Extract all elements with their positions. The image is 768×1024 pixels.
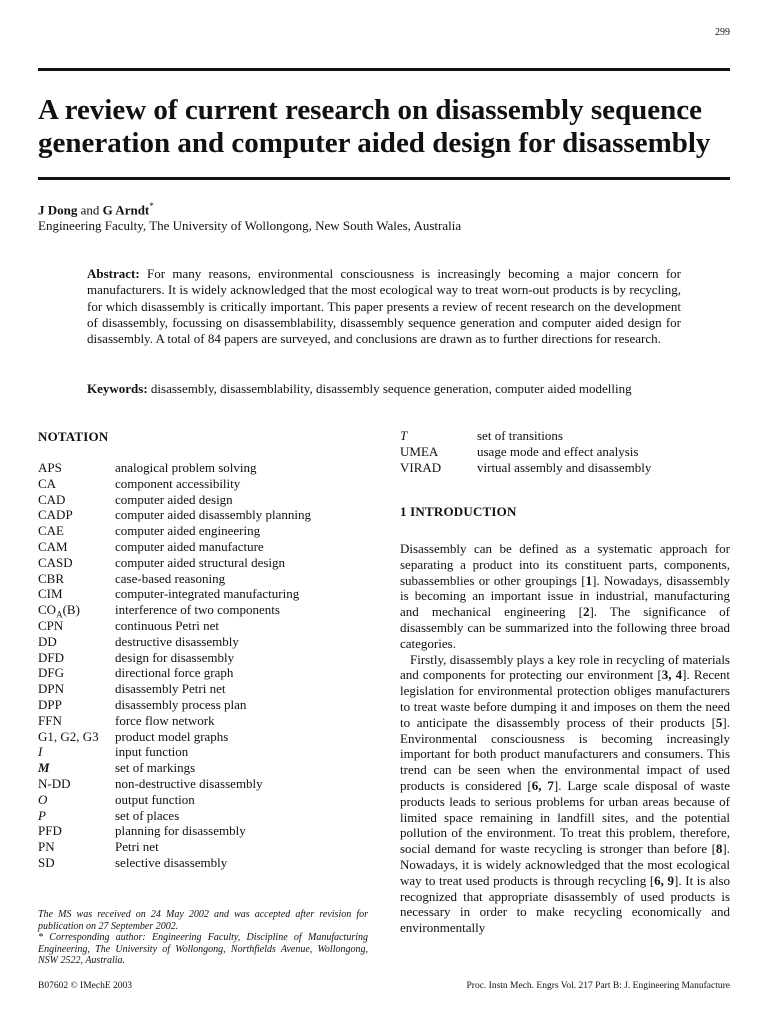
notation-abbr: CA xyxy=(38,475,57,491)
notation-abbr: APS xyxy=(38,460,62,475)
notation-row xyxy=(38,523,378,539)
notation-def: interference of two components xyxy=(115,602,280,618)
abstract-text: For many reasons, environmental consciousness is increasingly becoming a major concern for manufacturers. It is widely acknowledged that the most ecological way to treat worn-out products is by recycling, for which disassembly is critically important. This paper presents a review of recent research on the development of disassembly, focussing on disassemblability, disassembly sequence generation and computer aided design for disassembly. A total of 84 papers are surveyed, and conclusions are drawn as to further directions for research. xyxy=(87,266,682,347)
title-line-2: generation and computer aided design for disassembly xyxy=(38,127,711,159)
notation-abbr: N-DD xyxy=(38,775,71,791)
notation-heading: NOTATION xyxy=(38,429,109,444)
notation-def: computer aided design xyxy=(115,491,233,507)
notation-def: component accessibility xyxy=(115,475,241,491)
notation-abbr: CAE xyxy=(38,523,64,539)
notation-abbr: DD xyxy=(38,633,57,649)
title-line-1: A review of current research on disassembly sequence xyxy=(38,94,702,126)
notation-abbr: P xyxy=(38,807,46,823)
footer-code: B07602 © IMechE 2003 xyxy=(38,981,133,991)
notation-abbr: VIRAD xyxy=(400,459,442,475)
notation-def: destructive disassembly xyxy=(115,633,239,649)
notation-abbr: O xyxy=(38,791,48,807)
notation-def: product model graphs xyxy=(115,728,229,744)
affiliation: Engineering Faculty, The University of Wollongong, New South Wales, Australia xyxy=(38,218,462,233)
notation-row xyxy=(38,571,378,587)
notation-row xyxy=(38,792,378,808)
notation-abbr: FFN xyxy=(38,712,62,728)
keywords-text: disassembly, disassemblability, disassembly sequence generation, computer aided modelling xyxy=(150,381,632,396)
notation-def: computer aided engineering xyxy=(115,523,261,539)
notation-row xyxy=(38,776,378,792)
notation-def: computer aided manufacture xyxy=(115,538,264,554)
notation-row xyxy=(38,602,378,618)
notation-def: case-based reasoning xyxy=(115,570,226,586)
notation-abbr: SD xyxy=(38,854,55,870)
notation-abbr xyxy=(38,602,115,618)
notation-row xyxy=(38,839,378,855)
footer-journal: Proc. Instn Mech. Engrs Vol. 217 Part B: J. Engineering Manufacture xyxy=(466,981,730,991)
citation: 1 xyxy=(585,572,593,588)
author-line xyxy=(38,201,154,218)
abstract-label: Abstract: xyxy=(87,266,140,281)
notation-row xyxy=(38,460,378,476)
notation-def: design for disassembly xyxy=(115,649,235,665)
keywords-label: Keywords: xyxy=(87,381,148,396)
notation-row xyxy=(38,855,378,871)
notation-row xyxy=(38,539,378,555)
footnote xyxy=(38,909,368,967)
notation-abbr: M xyxy=(38,760,50,776)
notation-def: set of places xyxy=(115,807,180,823)
page-number: 299 xyxy=(715,27,730,38)
intro-paragraph-1: Disassembly can be defined as a systematic approach for separating a product into its constituent parts, components, subassemblies or other groupings [1]. Nowadays, disassembly is becoming an important issue in industrial, manufacturing and mechanical engineering [2]. The significance of disassembly can be summarized into the following three broad categories. xyxy=(400,541,730,651)
notation-row xyxy=(38,555,378,571)
notation-row xyxy=(38,808,378,824)
notation-row xyxy=(38,650,378,666)
paper-title xyxy=(38,94,730,160)
notation-abbr: I xyxy=(38,744,43,760)
notation-row xyxy=(400,460,730,476)
notation-abbr: CBR xyxy=(38,570,65,586)
keywords xyxy=(87,381,687,397)
notation-row xyxy=(38,586,378,602)
top-rule xyxy=(38,68,730,71)
notation-abbr: UMEA xyxy=(400,443,439,459)
notation-def: analogical problem solving xyxy=(115,460,257,475)
intro-paragraph-2: Firstly, disassembly plays a key role in recycling of materials and components for protecting our environment [3, 4]. Recent legislation for environmental protection obliges manufacturers to treat waste before dumping it and imposes on them the need to anticipate the disassembly process of their products [5]. Environmental consciousness is becoming increasingly important for both product manufacturers and consumers. This trend can be seen when the environmental impact of used products is considered [6, 7]. Large scale disposal of waste products leads to serious problems for urban areas because of limited space remaining in landfill sites, and the potential pollution of the environment. To treat this problem, therefore, social demand for waste recycling is stronger than before [8]. Nowadays, it is widely acknowledged that the most ecological way to treat used products is through recycling [6, 9]. It is also recognized that appropriate disassembly of used products is necessary in order to make recycling economically and environmentally xyxy=(400,651,731,936)
notation-def: computer aided disassembly planning xyxy=(115,507,312,523)
notation-abbr-suffix: (B) xyxy=(62,602,80,618)
corresponding-author-note: * Corresponding author: Engineering Faculty, Discipline of Manufacturing Engineering, The University of Wollongong, Northfields Avenue, Wollongong, NSW 2522, Australia. xyxy=(38,932,368,967)
notation-def: computer-integrated manufacturing xyxy=(115,586,300,602)
notation-row xyxy=(38,744,378,760)
notation-row xyxy=(38,713,378,729)
notation-abbr: DPP xyxy=(38,696,62,712)
notation-abbr: CPN xyxy=(38,617,64,633)
notation-def: output function xyxy=(115,791,195,807)
notation-row xyxy=(400,444,730,460)
notation-abbr-subscript: A xyxy=(56,609,63,620)
notation-abbr: T xyxy=(400,428,408,443)
notation-row xyxy=(38,507,378,523)
notation-abbr: CAM xyxy=(38,538,68,554)
citation: 5 xyxy=(715,714,723,730)
notation-abbr: CAD xyxy=(38,491,66,507)
notation-row xyxy=(38,665,378,681)
introduction-heading: 1 INTRODUCTION xyxy=(400,504,517,519)
notation-row xyxy=(38,476,378,492)
notation-def: planning for disassembly xyxy=(115,823,246,839)
notation-row xyxy=(400,428,730,444)
notation-row xyxy=(38,760,378,776)
notation-abbr-base: CO xyxy=(38,602,57,618)
notation-def: input function xyxy=(115,744,189,760)
notation-def: non-destructive disassembly xyxy=(115,775,263,791)
notation-row xyxy=(38,618,378,634)
notation-row xyxy=(38,492,378,508)
received-note: The MS was received on 24 May 2002 and was accepted after revision for publication on 27 September 2002. xyxy=(38,909,368,932)
citation: 2 xyxy=(582,604,590,620)
notation-def: force flow network xyxy=(115,712,215,728)
notation-def: virtual assembly and disassembly xyxy=(477,459,652,475)
introduction-body xyxy=(400,541,730,936)
notation-def: directional force graph xyxy=(115,665,234,681)
notation-list-continued xyxy=(400,428,730,475)
citation: 3, 4 xyxy=(661,667,683,683)
notation-def: selective disassembly xyxy=(115,854,228,870)
notation-abbr: CIM xyxy=(38,586,63,602)
notation-abbr: G1, G2, G3 xyxy=(38,728,99,744)
notation-def: disassembly process plan xyxy=(115,696,247,712)
title-rule xyxy=(38,177,730,180)
notation-abbr: DFG xyxy=(38,665,65,681)
notation-abbr: DFD xyxy=(38,649,65,665)
notation-row xyxy=(38,681,378,697)
notation-def: Petri net xyxy=(115,839,159,855)
notation-def: continuous Petri net xyxy=(115,617,219,633)
notation-abbr: DPN xyxy=(38,681,65,697)
notation-abbr: CASD xyxy=(38,554,73,570)
notation-abbr: PN xyxy=(38,839,55,855)
notation-abbr: CADP xyxy=(38,507,73,523)
citation: 6, 7 xyxy=(531,777,554,793)
notation-row xyxy=(38,697,378,713)
author-2: G Arndt xyxy=(102,202,150,218)
notation-row xyxy=(38,634,378,650)
notation-def: computer aided structural design xyxy=(115,554,286,570)
notation-def: set of markings xyxy=(115,760,196,776)
notation-def: disassembly Petri net xyxy=(115,681,226,697)
notation-def: usage mode and effect analysis xyxy=(477,443,639,459)
notation-def: set of transitions xyxy=(477,428,563,443)
citation: 8 xyxy=(715,841,723,857)
citation: 6, 9 xyxy=(654,872,675,888)
notation-row xyxy=(38,729,378,745)
notation-list xyxy=(38,460,378,871)
notation-row xyxy=(38,823,378,839)
notation-abbr: PFD xyxy=(38,823,62,839)
corresponding-mark: * xyxy=(149,201,154,211)
author-1: J Dong xyxy=(38,202,78,218)
author-conjunction: and xyxy=(80,202,100,218)
abstract xyxy=(87,266,681,347)
